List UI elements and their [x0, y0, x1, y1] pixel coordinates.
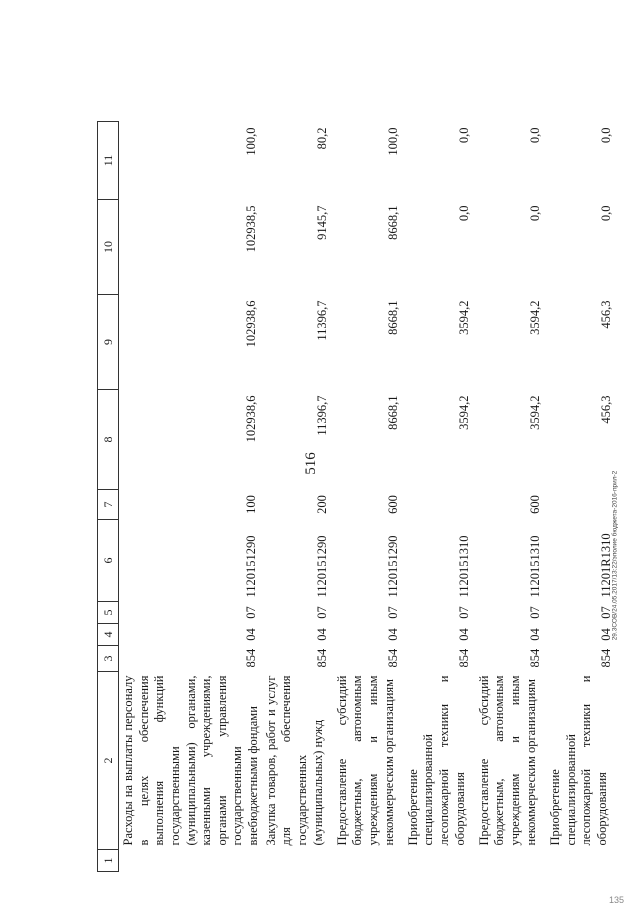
description-cell: Приобретение специализированной лесопожарной техники и оборудования — [405, 675, 467, 846]
table-wrapper — [97, 122, 617, 872]
expense-type-cell: 600 — [528, 495, 543, 514]
percent-cell: 100,0 — [386, 127, 401, 156]
description-cell: Предоставление субсидий бюджетным, автономным учреждениям и иным некоммерческим организациям — [334, 675, 396, 846]
page-number: 516 — [302, 452, 319, 475]
percent-cell: 0,0 — [599, 127, 614, 144]
target-article-cell: 1120151290 — [315, 535, 330, 598]
percent-cell: 0,0 — [528, 127, 543, 144]
subsection-code-cell: 07 — [315, 606, 330, 619]
header-cell: 10 — [98, 200, 119, 295]
plan-amount-cell: 456,3 — [599, 395, 614, 424]
plan-amount-cell: 102938,6 — [244, 395, 259, 443]
header-cell: 8 — [98, 390, 119, 490]
section-code-cell: 04 — [528, 628, 543, 641]
description-cell: Расходы на выплаты персоналу в целях обеспечения выполнения функций государственными (муниципальными) органами, казенными учреждениями, органами управления государственными внебюджетными фондами — [121, 675, 260, 846]
refined-amount-cell: 456,3 — [599, 300, 614, 329]
plan-amount-cell: 3594,2 — [457, 395, 472, 430]
table-row — [333, 122, 404, 872]
header-cell: 11 — [98, 122, 119, 200]
plan-amount-cell: 8668,1 — [386, 395, 401, 430]
admin-code-cell: 854 — [315, 648, 330, 668]
percent-cell: 100,0 — [244, 127, 259, 156]
row-number-cell — [546, 850, 617, 872]
print-stamp: 29.3СОВ/24.05.2017/13:22/эполие бюджета-2016-прил-2 — [611, 470, 619, 641]
table-row — [262, 122, 333, 872]
section-code-cell: 04 — [599, 628, 614, 641]
plan-amount-cell: 3594,2 — [528, 395, 543, 430]
header-cell: 6 — [98, 520, 119, 602]
budget-table — [97, 121, 617, 872]
header-row — [98, 122, 119, 872]
row-number-cell — [119, 850, 262, 872]
header-cell: 3 — [98, 646, 119, 672]
admin-code-cell: 854 — [528, 648, 543, 668]
section-code-cell: 04 — [244, 628, 259, 641]
executed-amount-cell: 8668,1 — [386, 205, 401, 240]
executed-amount-cell: 102938,5 — [244, 205, 259, 253]
section-code-cell: 04 — [386, 628, 401, 641]
refined-amount-cell: 3594,2 — [528, 300, 543, 335]
admin-code-cell: 854 — [386, 648, 401, 668]
expense-type-cell — [404, 490, 475, 520]
table-row — [119, 122, 262, 872]
section-code-cell: 04 — [315, 628, 330, 641]
executed-amount-cell: 0,0 — [599, 205, 614, 222]
header-cell: 4 — [98, 624, 119, 646]
subsection-code-cell: 07 — [528, 606, 543, 619]
row-number-cell — [404, 850, 475, 872]
executed-amount-cell: 0,0 — [457, 205, 472, 222]
row-number-cell — [333, 850, 404, 872]
subsection-code-cell: 07 — [386, 606, 401, 619]
row-number-cell — [475, 850, 546, 872]
target-article-cell: 1120151290 — [244, 535, 259, 598]
percent-cell: 0,0 — [457, 127, 472, 144]
admin-code-cell: 854 — [457, 648, 472, 668]
table-row — [475, 122, 546, 872]
admin-code-cell: 854 — [599, 648, 614, 668]
row-number-cell — [262, 850, 333, 872]
target-article-cell: 1120151290 — [386, 535, 401, 598]
description-cell: Предоставление субсидий бюджетным, автономным учреждениям и иным некоммерческим организациям — [476, 675, 538, 846]
refined-amount-cell: 3594,2 — [457, 300, 472, 335]
target-article-cell: 11201R1310 — [599, 533, 614, 598]
percent-cell: 80,2 — [315, 127, 330, 150]
expense-type-cell: 100 — [244, 495, 259, 514]
description-cell: Приобретение специализированной лесопожарной техники и оборудования — [547, 675, 609, 846]
expense-type-cell — [546, 490, 617, 520]
description-cell: Закупка товаров, работ и услуг для обеспечения государственных (муниципальных) нужд — [263, 675, 325, 846]
plan-amount-cell: 11396,7 — [315, 395, 330, 436]
header-cell: 9 — [98, 295, 119, 390]
subsection-code-cell: 07 — [599, 606, 614, 619]
subsection-code-cell: 07 — [244, 606, 259, 619]
executed-amount-cell: 9145,7 — [315, 205, 330, 240]
table-row — [404, 122, 475, 872]
admin-code-cell: 854 — [244, 648, 259, 668]
target-article-cell: 1120151310 — [457, 535, 472, 598]
corner-page-mark: 135 — [608, 895, 624, 905]
refined-amount-cell: 8668,1 — [386, 300, 401, 335]
table-row — [546, 122, 617, 872]
refined-amount-cell: 11396,7 — [315, 300, 330, 341]
target-article-cell: 1120151310 — [528, 535, 543, 598]
header-cell: 5 — [98, 602, 119, 624]
header-cell: 1 — [98, 850, 119, 872]
header-cell: 7 — [98, 490, 119, 520]
expense-type-cell: 200 — [315, 495, 330, 514]
refined-amount-cell: 102938,6 — [244, 300, 259, 348]
subsection-code-cell: 07 — [457, 606, 472, 619]
expense-type-cell: 600 — [386, 495, 401, 514]
executed-amount-cell: 0,0 — [528, 205, 543, 222]
section-code-cell: 04 — [457, 628, 472, 641]
header-cell: 2 — [98, 672, 119, 850]
